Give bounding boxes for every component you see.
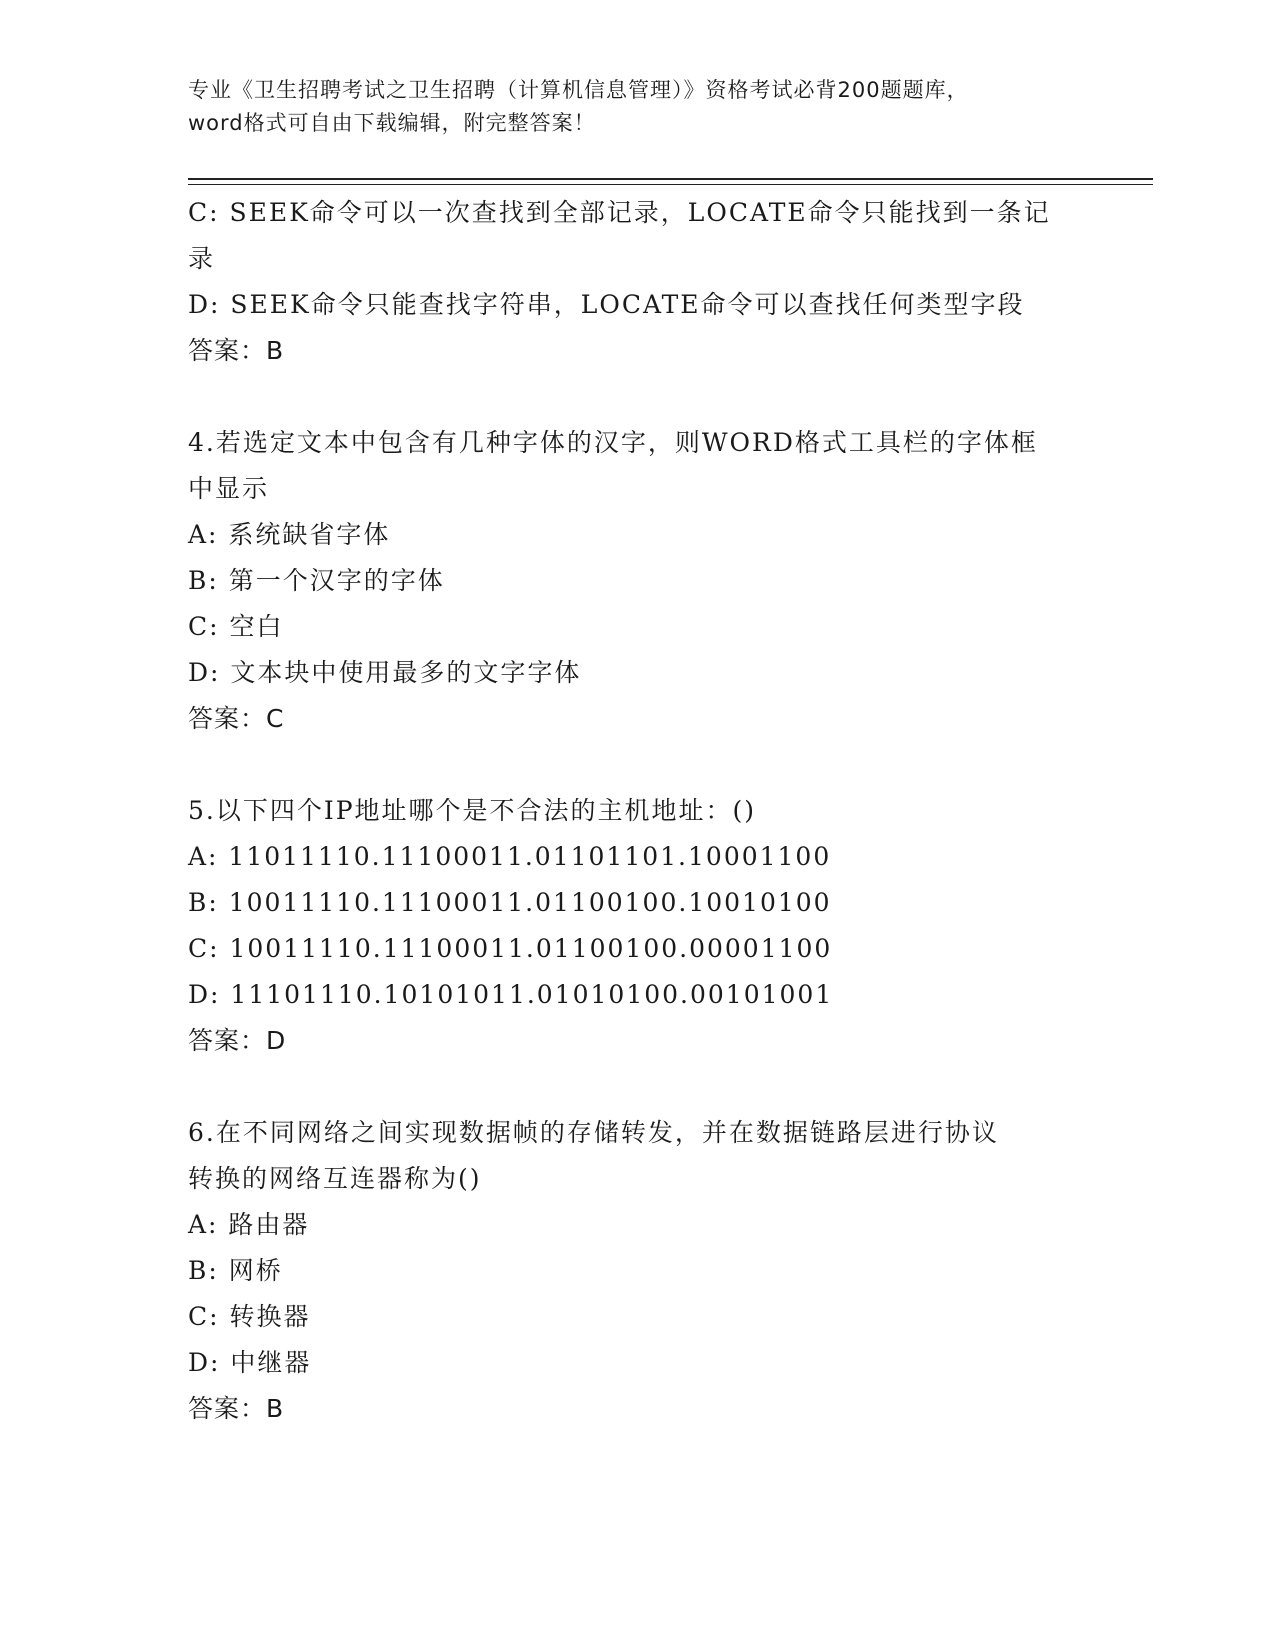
q6-stem-line-1: 6.在不同网络之间实现数据帧的存储转发，并在数据链路层进行协议 [188,1118,999,1147]
q6-option-b: B: 网桥 [188,1256,283,1285]
q6-answer: 答案：B [188,1394,285,1423]
q3-option-c-line-1: C: SEEK命令可以一次查找到全部记录，LOCATE命令只能找到一条记 [188,198,1051,227]
q4-stem-line-2: 中显示 [188,474,270,503]
q3-option-d: D: SEEK命令只能查找字符串，LOCATE命令可以查找任何类型字段 [188,290,1025,319]
header-divider-thick [188,178,1153,180]
q4-option-b: B: 第一个汉字的字体 [188,566,445,595]
q6-option-c: C: 转换器 [188,1302,311,1331]
question-4 [188,420,1088,742]
q6-option-d: D: 中继器 [188,1348,312,1377]
document-header [188,74,1088,140]
q4-option-a: A: 系统缺省字体 [188,520,391,549]
q5-option-a: A: 11011110.11100011.01101101.10001100 [188,842,832,871]
q5-answer: 答案：D [188,1026,287,1055]
spacer [188,1064,1088,1110]
header-title-line-2: word格式可自由下载编辑，附完整答案！ [188,111,596,135]
question-list [188,190,1088,1432]
q6-stem-line-2: 转换的网络互连器称为() [188,1164,482,1193]
q5-option-b: B: 10011110.11100011.01100100.10010100 [188,888,832,917]
question-5 [188,788,1088,1064]
header-divider-thin [188,184,1153,185]
q4-stem-line-1: 4.若选定文本中包含有几种字体的汉字，则WORD格式工具栏的字体框 [188,428,1038,457]
header-title-line-1: 专业《卫生招聘考试之卫生招聘（计算机信息管理）》资格考试必背200题题库， [188,78,969,102]
q4-option-c: C: 空白 [188,612,284,641]
question-6 [188,1110,1088,1432]
spacer [188,374,1088,420]
q5-stem: 5.以下四个IP地址哪个是不合法的主机地址：() [188,796,757,825]
q3-answer: 答案：B [188,336,285,365]
q4-answer: 答案：C [188,704,285,733]
q3-option-c-line-2: 录 [188,244,216,273]
question-3-tail [188,190,1088,374]
q4-option-d: D: 文本块中使用最多的文字字体 [188,658,582,687]
spacer [188,742,1088,788]
q5-option-d: D: 11101110.10101011.01010100.00101001 [188,980,834,1009]
q6-option-a: A: 路由器 [188,1210,310,1239]
q5-option-c: C: 10011110.11100011.01100100.00001100 [188,934,833,963]
